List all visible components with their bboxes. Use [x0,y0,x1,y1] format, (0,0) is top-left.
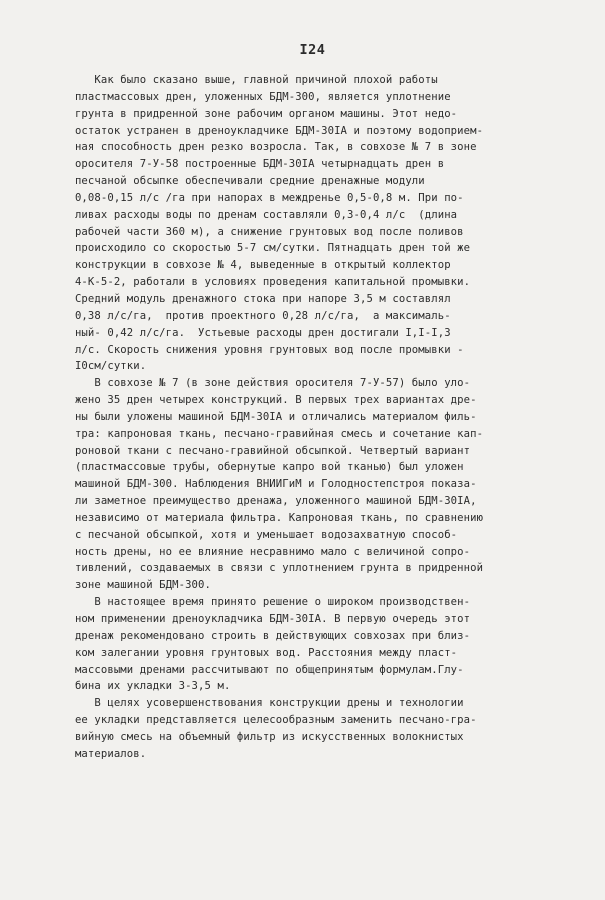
text-line: 4-К-5-2, работали в условиях проведения капитальной промывки. [62,276,471,289]
text-line: грунта в придренной зоне рабочим органом машины. Этот недо- [62,107,458,120]
text-line: зоне машиной БДМ-300. [62,579,211,592]
text-line: материалов. [62,747,147,760]
text-line: ном применении дреноукладчика БДМ-30IА. В первую очередь этот [62,613,471,625]
text-line: жено 35 дрен четырех конструкций. В первых трех вариантах дре- [62,394,477,407]
text-line: Средний модуль дренажного стока при напоре 3,5 м составлял [62,292,451,305]
text-line: тивлений, создаваемых в связи с уплотнением грунта в придренной [62,562,484,575]
text-line: остаток устранен в дреноукладчике БДМ-30IА и поэтому водоприем- [62,124,484,137]
text-line: ком залегании уровня грунтовых вод. Расстояния между пласт- [62,646,458,659]
text-line: 0,38 л/с/га, против проектного 0,28 л/с/га, а максималь- [62,309,451,322]
text-line: ная способность дрен резко возросла. Так, в совхозе № 7 в зоне [62,141,477,154]
text-line: с песчаной обсыпкой, хотя и уменьшает водозахватную способ- [62,528,458,541]
text-line: л/с. Скорость снижения уровня грунтовых вод после промывки - [62,343,464,356]
text-line: ный- 0,42 л/с/га. Устьевые расходы дрен достигали I,I-I,3 [62,326,451,339]
text-line: оросителя 7-У-58 построенные БДМ-30IА четырнадцать дрен в [62,158,445,171]
text-line: роновой ткани с песчано-гравийной обсыпкой. Четвертый вариант [62,444,471,457]
body-text [62,72,563,763]
text-line: В настоящее время принято решение о широком производствен- [62,596,471,609]
text-line: вийную смесь на объемный фильтр из искусственных волокнистых [62,730,464,743]
text-line: ли заметное преимущество дренажа, уложенного машиной БДМ-30IА, [62,495,477,508]
text-line: дренаж рекомендовано строить в действующих совхозах при близ- [62,629,471,642]
page-number: I24 [299,42,326,58]
text-line: ее укладки представляется целесообразным заменить песчано-гра- [62,714,477,727]
text-line: Как было сказано выше, главной причиной плохой работы [62,74,438,86]
text-line: (пластмассовые трубы, обернутые капро вой тканью) был уложен [62,461,464,474]
text-line: бина их укладки 3-3,5 м. [62,680,231,693]
text-line: ны были уложены машиной БДМ-30IА и отличались материалом филь- [62,410,477,423]
text-line: 0,08-0,15 л/с /га при напорах в междренье 0,5-0,8 м. При по- [62,191,464,204]
text-line: ливах расходы воды по дренам составляли 0,3-0,4 л/с (длина [62,208,458,221]
text-line: I0см/сутки. [62,360,147,373]
text-line: В целях усовершенствования конструкции дрены и технологии [62,697,464,710]
text-line: пластмассовых дрен, уложенных БДМ-300, является уплотнение [62,90,451,103]
text-line: рабочей части 360 м), а снижение грунтовых вод после поливов [62,225,464,238]
text-line: тра: капроновая ткань, песчано-гравийная смесь и сочетание кап- [62,427,484,440]
text-line: песчаной обсыпке обеспечивали средние дренажные модули [62,175,425,188]
text-line: В совхозе № 7 (в зоне действия оросителя 7-У-57) было уло- [62,377,471,390]
text-line: происходило со скоростью 5-7 см/сутки. Пятнадцать дрен той же [62,242,471,255]
text-line: машиной БДМ-300. Наблюдения ВНИИГиМ и Голодностепстроя показа- [62,478,477,491]
text-line: независимо от материала фильтра. Капроновая ткань, по сравнению [62,511,484,524]
text-line: массовыми дренами рассчитывают по общепринятым формулам.Глу- [62,663,464,676]
text-line: ность дрены, но ее влияние несравнимо мало с величиной сопро- [62,545,471,558]
text-line: конструкции в совхозе № 4, выведенные в открытый коллектор [62,259,451,272]
